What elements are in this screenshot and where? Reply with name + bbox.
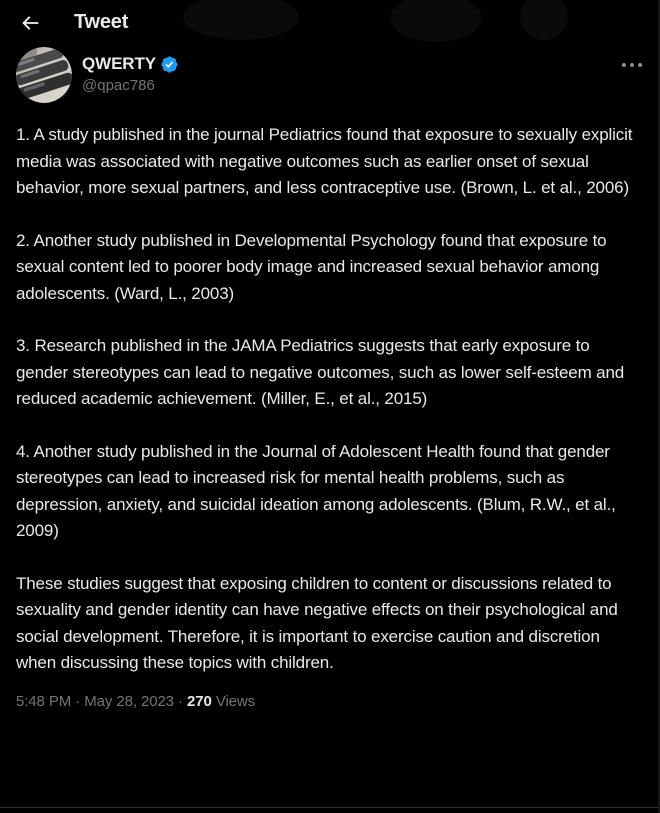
- dimmed-background-artifact: [183, 0, 299, 40]
- more-icon: [622, 63, 642, 67]
- date: May 28, 2023: [84, 692, 174, 710]
- tweet-paragraph: 2. Another study published in Developmental Psychology found that exposure to sexual content led to poorer body image and increased sexual behavior among adolescents. (Ward, L., 2003): [16, 230, 607, 303]
- page-title: Tweet: [74, 11, 129, 33]
- tweet-meta: [0, 693, 660, 710]
- timestamp: 5:48 PM: [16, 692, 72, 710]
- views-label: Views: [215, 692, 256, 710]
- tweet-paragraph: 1. A study published in the journal Pediatrics found that exposure to sexually explicit media was associated with negative outcomes such as earlier onset of sexual behavior, more sexual partners, and less contraceptive use. (Brown, L. et al., 2006): [16, 125, 633, 197]
- top-bar: [0, 0, 660, 45]
- tweet-paragraph: 4. Another study published in the Journal of Adolescent Health found that gender stereotypes can lead to increased risk for mental health problems, such as depression, anxiety, and suicidal ideation among adolescents. (Blum, R.W., et al., 2009): [16, 441, 616, 540]
- back-button[interactable]: [12, 5, 48, 41]
- tweet-paragraph: 3. Research published in the JAMA Pediatrics suggests that early exposure to gender stereotypes can lead to negative outcomes, such as lower self-esteem and reduced academic achievement. (Miller, E., et al., 2015): [16, 336, 625, 408]
- dimmed-background-artifact: [520, 0, 568, 40]
- tweet-paragraph: These studies suggest that exposing children to content or discussions related to sexuality and gender identity can have negative effects on their psychological and social development. Therefore, it is important to exercise caution and discretion when discussing these topics with children.: [16, 573, 618, 672]
- avatar[interactable]: [16, 47, 72, 103]
- divider: [0, 807, 660, 808]
- tweet-detail: [0, 47, 660, 710]
- meta-separator: ·: [75, 692, 81, 710]
- back-arrow-icon: [19, 12, 41, 34]
- user-handle[interactable]: @qpac786: [82, 77, 155, 94]
- views-count: 270: [187, 692, 212, 710]
- dimmed-background-artifact: [390, 0, 482, 42]
- tweet-text: [0, 122, 660, 677]
- display-name[interactable]: QWERTY: [82, 54, 157, 73]
- more-button[interactable]: [620, 59, 644, 71]
- meta-separator: ·: [178, 692, 183, 710]
- author-name-block: [82, 47, 179, 94]
- tweet-author-row: [0, 47, 660, 103]
- verified-badge-icon: [160, 54, 179, 74]
